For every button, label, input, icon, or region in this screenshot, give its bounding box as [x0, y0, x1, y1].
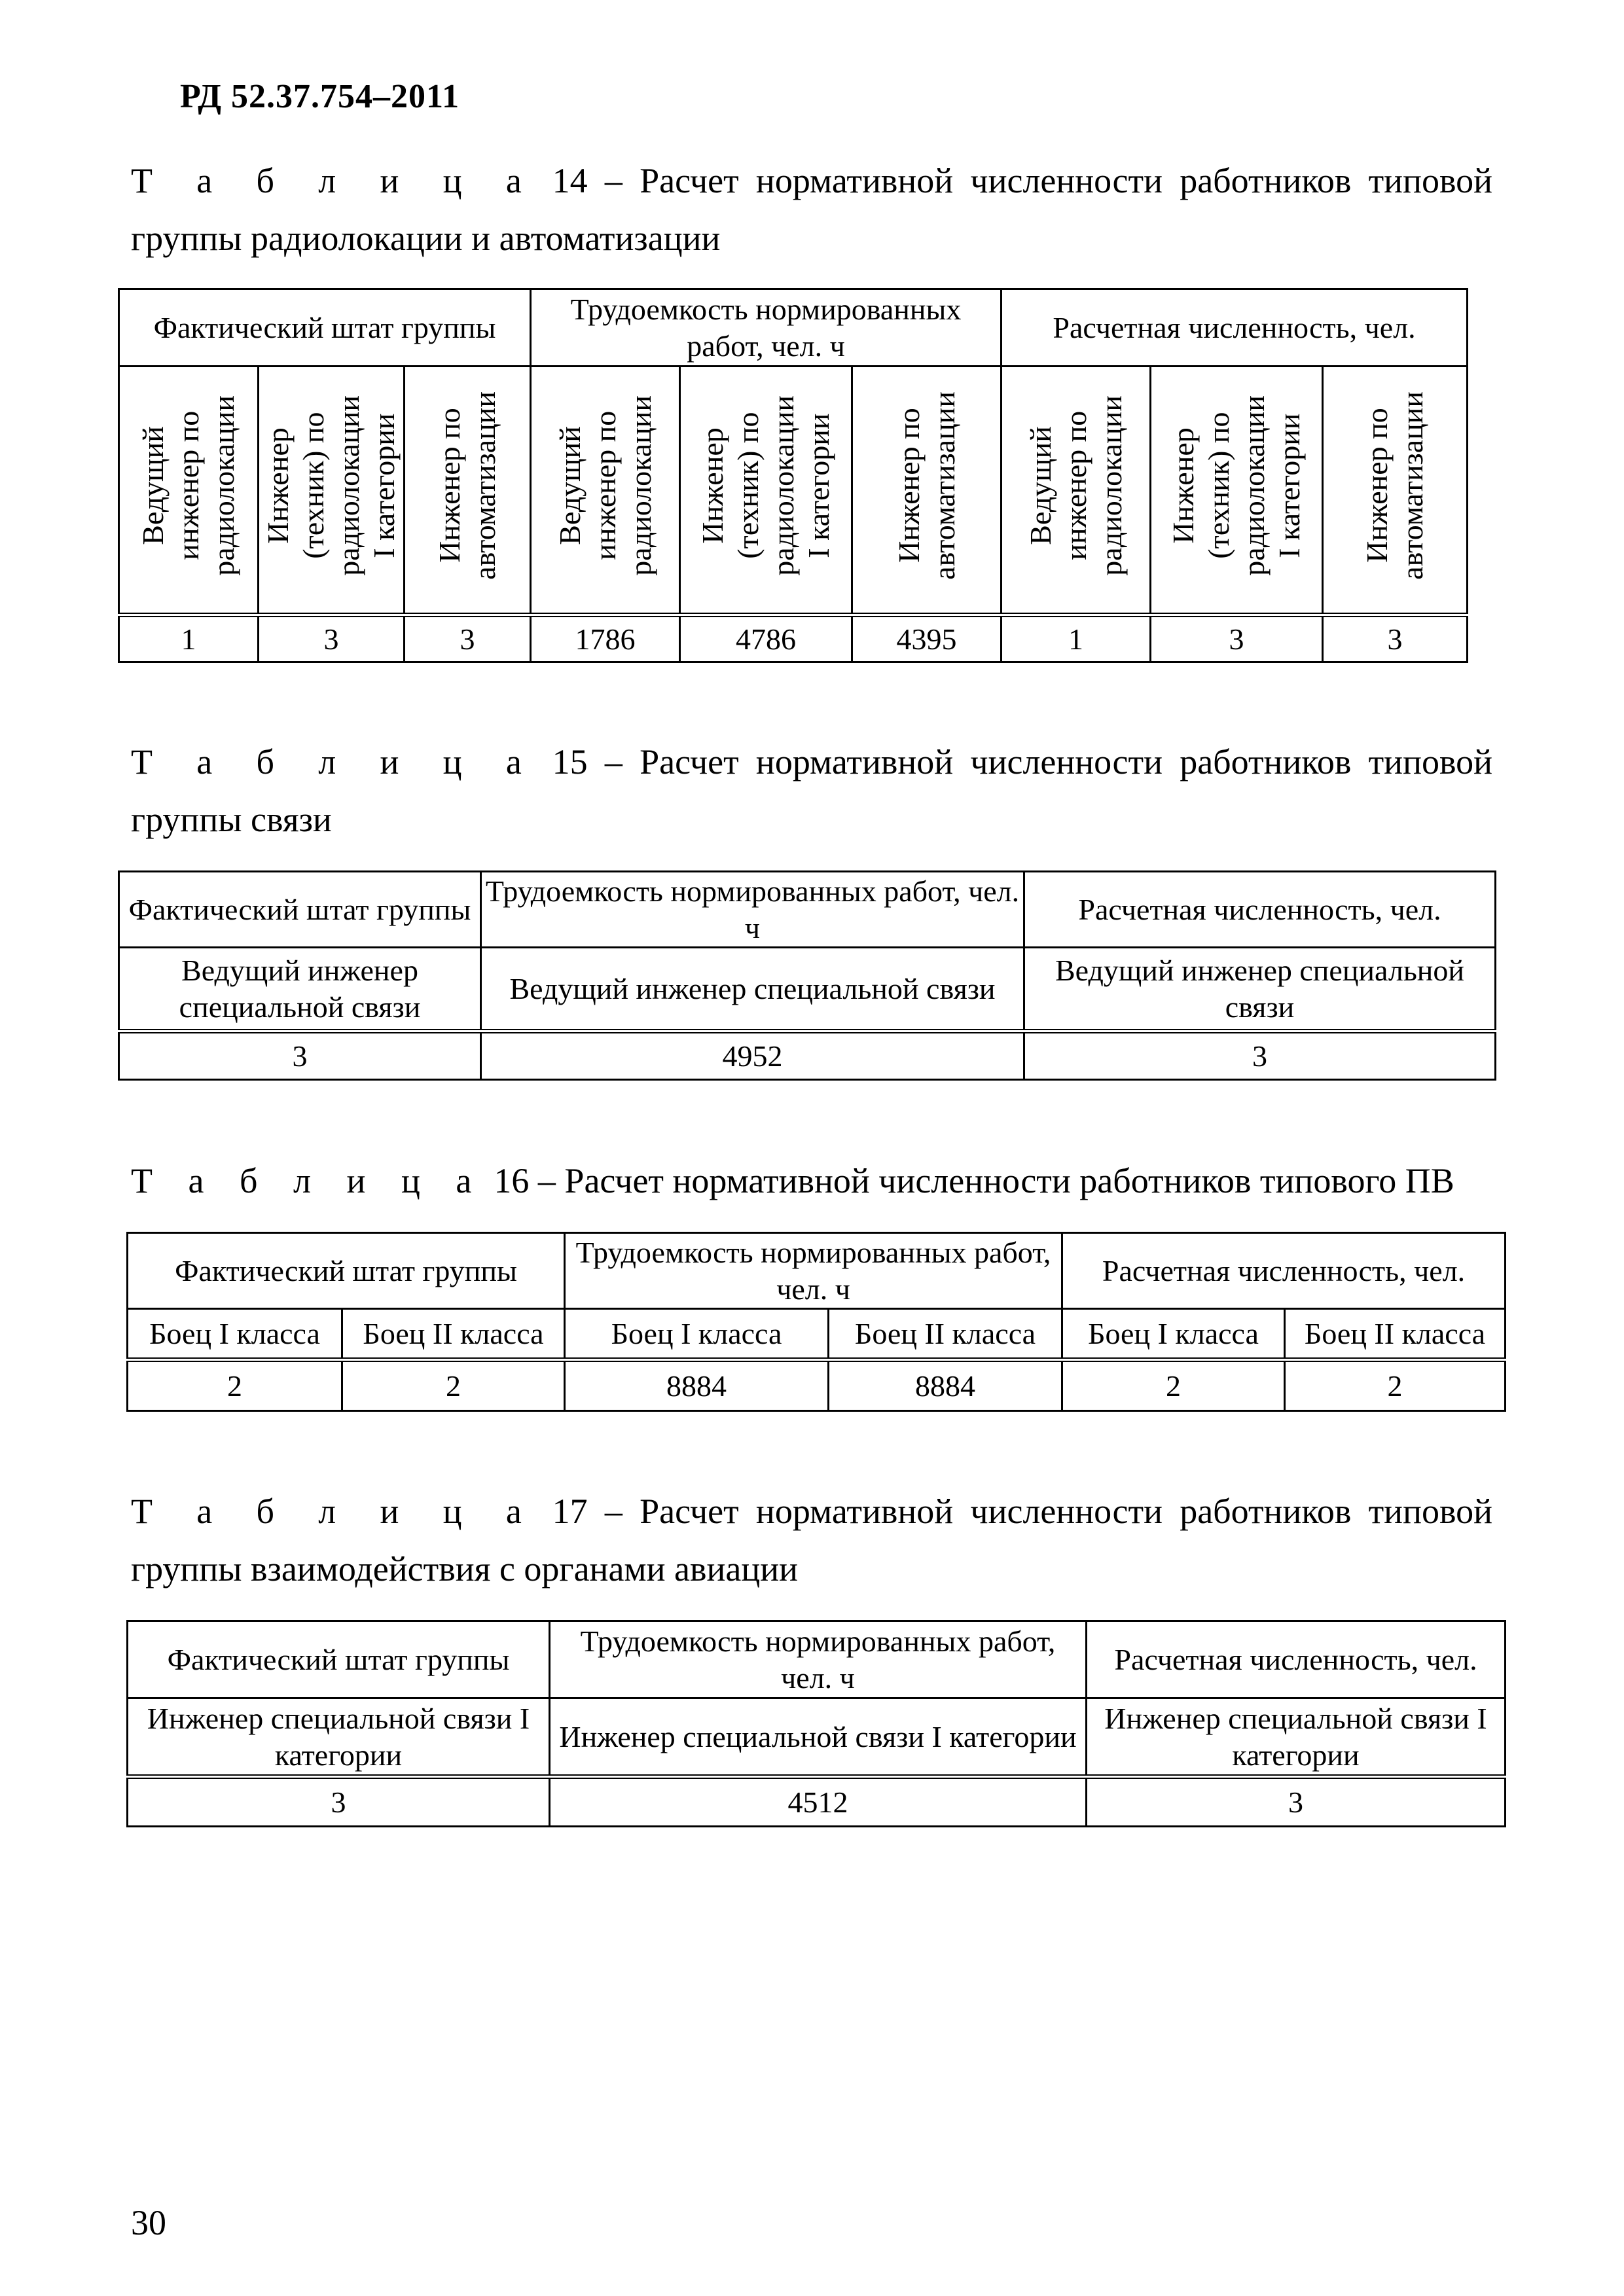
- table-14-subheader-text: Инженер по автоматизации: [433, 391, 501, 580]
- table-17-value: 3: [128, 1777, 550, 1827]
- table-16-subheader: Боец II класса: [1285, 1309, 1506, 1360]
- table-15-subheader: Ведущий инженер специальной связи: [481, 948, 1024, 1031]
- table-15-group-header: Расчетная численность, чел.: [1024, 872, 1496, 948]
- table-16-subheader: Боец II класса: [829, 1309, 1062, 1360]
- table-14-subheader-text: Инженер (техник) по радиолокации I категории: [1166, 395, 1307, 576]
- table-16-value: 2: [1062, 1360, 1285, 1411]
- table-16-value: 2: [128, 1360, 342, 1411]
- table-14-subheader: [1323, 367, 1468, 615]
- table-14-subheader-text: Ведущий инженер по радиолокации: [552, 395, 657, 576]
- document-code: РД 52.37.754–2011: [180, 78, 460, 115]
- table-16-group-header: Трудоемкость нормированных работ, чел. ч: [565, 1233, 1062, 1309]
- table-14-subheader-text: Инженер по автоматизации: [892, 391, 961, 580]
- table-14-value: 3: [259, 615, 405, 662]
- table-15-subheader: Ведущий инженер специальной связи: [1024, 948, 1496, 1031]
- table-15-value: 3: [119, 1031, 481, 1080]
- table-17-group-header: Трудоемкость нормированных работ, чел. ч: [550, 1621, 1087, 1698]
- table-15-caption: [131, 733, 1492, 848]
- table-14-value: 3: [405, 615, 531, 662]
- table-14-value: 3: [1323, 615, 1468, 662]
- table-15-value: 4952: [481, 1031, 1024, 1080]
- table-16-subheader: Боец I класса: [1062, 1309, 1285, 1360]
- table-16-value: 8884: [565, 1360, 829, 1411]
- table-14-subheader-text: Инженер (техник) по радиолокации I категории: [261, 395, 401, 576]
- table-14-value: 1786: [531, 615, 680, 662]
- table-16-value: 2: [342, 1360, 565, 1411]
- table-17-caption: [131, 1482, 1492, 1598]
- table-14-group-header: Трудоемкость нормированных работ, чел. ч: [531, 289, 1001, 367]
- table-15-caption-word: Т а б л и ц а: [131, 742, 535, 781]
- table-16-caption: [131, 1152, 1492, 1210]
- table-17-caption-text: 17 – Расчет нормативной численности работников типовой группы взаимодействия с органами авиации: [131, 1492, 1492, 1588]
- table-14-subheader: [119, 367, 259, 615]
- table-14-group-header: Фактический штат группы: [119, 289, 531, 367]
- table-14-subheader: [1001, 367, 1151, 615]
- table-15-subheader: Ведущий инженер специальной связи: [119, 948, 481, 1031]
- table-15: [118, 870, 1496, 1081]
- table-14-subheader-text: Инженер (техник) по радиолокации I категории: [696, 395, 836, 576]
- table-14-caption-word: Т а б л и ц а: [131, 161, 535, 200]
- table-15-group-header: Фактический штат группы: [119, 872, 481, 948]
- table-17-group-header: Фактический штат группы: [128, 1621, 550, 1698]
- table-17-subheader: Инженер специальной связи I категории: [550, 1698, 1087, 1777]
- table-14-subheader: [531, 367, 680, 615]
- table-17-subheader: Инженер специальной связи I категории: [1087, 1698, 1506, 1777]
- table-16-subheader: Боец II класса: [342, 1309, 565, 1360]
- table-16-subheader: Боец I класса: [128, 1309, 342, 1360]
- page-number: 30: [131, 2203, 166, 2242]
- table-17-subheader: Инженер специальной связи I категории: [128, 1698, 550, 1777]
- table-17: [126, 1620, 1506, 1827]
- table-14-subheader-text: Инженер по автоматизации: [1360, 391, 1430, 580]
- table-16-group-header: Расчетная численность, чел.: [1062, 1233, 1506, 1309]
- table-15-value: 3: [1024, 1031, 1496, 1080]
- table-16: [126, 1232, 1506, 1412]
- table-17-value: 4512: [550, 1777, 1087, 1827]
- table-16-subheader: Боец I класса: [565, 1309, 829, 1360]
- table-14: [118, 288, 1468, 663]
- table-14-value: 4395: [852, 615, 1001, 662]
- table-14-value: 1: [119, 615, 259, 662]
- table-14-subheader-text: Ведущий инженер по радиолокации: [1023, 395, 1128, 576]
- table-14-subheader: [680, 367, 852, 615]
- table-14-subheader: [852, 367, 1001, 615]
- table-14-subheader: [1151, 367, 1323, 615]
- table-16-value: 8884: [829, 1360, 1062, 1411]
- table-14-value: 3: [1151, 615, 1323, 662]
- table-16-value: 2: [1285, 1360, 1506, 1411]
- table-14-value: 4786: [680, 615, 852, 662]
- table-16-group-header: Фактический штат группы: [128, 1233, 565, 1309]
- table-17-value: 3: [1087, 1777, 1506, 1827]
- table-14-subheader: [259, 367, 405, 615]
- table-14-subheader-text: Ведущий инженер по радиолокации: [136, 395, 240, 576]
- table-15-group-header: Трудоемкость нормированных работ, чел. ч: [481, 872, 1024, 948]
- table-16-caption-text: 16 – Расчет нормативной численности работников типового ПВ: [484, 1161, 1454, 1200]
- table-17-group-header: Расчетная численность, чел.: [1087, 1621, 1506, 1698]
- table-14-group-header: Расчетная численность, чел.: [1001, 289, 1468, 367]
- table-14-caption-text: 14 – Расчет нормативной численности работников типовой группы радиолокации и автоматизации: [131, 161, 1492, 258]
- table-14-caption: [131, 152, 1492, 267]
- table-16-caption-word: Т а б л и ц а: [131, 1161, 485, 1200]
- table-17-caption-word: Т а б л и ц а: [131, 1492, 535, 1531]
- table-15-caption-text: 15 – Расчет нормативной численности работников типовой группы связи: [131, 742, 1492, 839]
- table-14-value: 1: [1001, 615, 1151, 662]
- table-14-subheader: [405, 367, 531, 615]
